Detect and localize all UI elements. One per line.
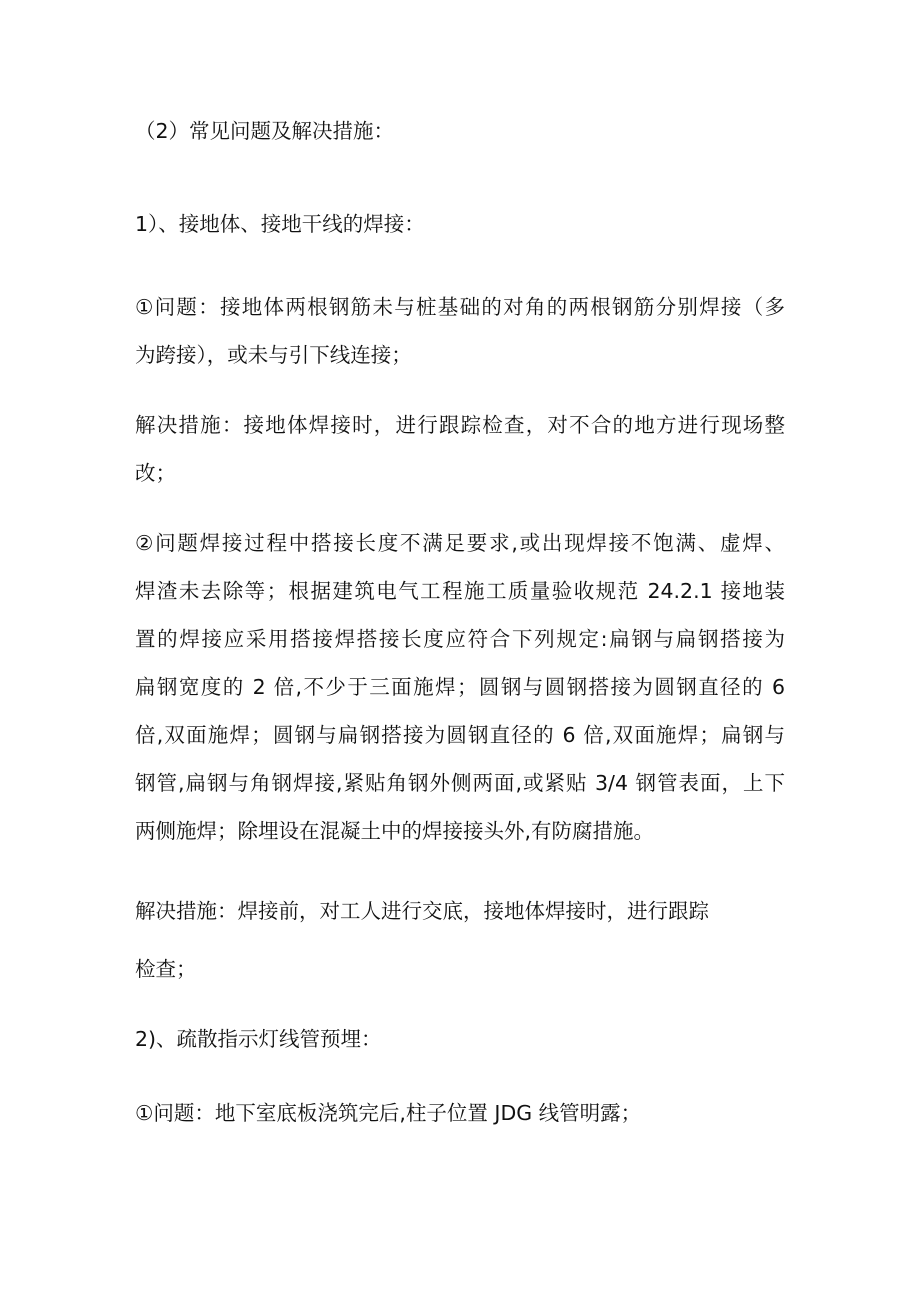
problem-2-line-7: 两侧施焊；除埋设在混凝土中的焊接接头外,有防腐措施。	[135, 819, 655, 843]
problem-2-line-6: 钢管,扁钢与角钢焊接,紧贴角钢外侧两面,或紧贴 3/4 钢管表面，上下	[135, 771, 785, 795]
solution-1-line-2: 改；	[135, 461, 176, 485]
problem-3-line-1: ①问题：地下室底板浇筑完后,柱子位置 JDG 线管明露；	[135, 1101, 642, 1125]
solution-1-line-1: 解决措施：接地体焊接时，进行跟踪检查，对不合的地方进行现场整	[135, 413, 785, 437]
subsection-heading-grounding-welding: 1）、接地体、接地干线的焊接：	[135, 212, 425, 236]
solution-2-line-1: 解决措施：焊接前，对工人进行交底，接地体焊接时，进行跟踪	[135, 899, 709, 923]
problem-2-line-3: 置的焊接应采用搭接焊搭接长度应符合下列规定:扁钢与扁钢搭接为	[135, 627, 785, 651]
problem-2-line-2: 焊渣未去除等；根据建筑电气工程施工质量验收规范 24.2.1 接地装	[135, 579, 785, 603]
problem-2-line-4: 扁钢宽度的 2 倍,不少于三面施焊；圆钢与圆钢搭接为圆钢直径的 6	[135, 675, 785, 699]
problem-2-line-1: ②问题焊接过程中搭接长度不满足要求,或出现焊接不饱满、虚焊、	[135, 531, 785, 555]
solution-2-line-2: 检查；	[135, 957, 197, 981]
subsection-heading-evacuation-conduit: 2)、疏散指示灯线管预埋：	[135, 1027, 382, 1051]
section-heading: （2）常见问题及解决措施：	[135, 119, 395, 143]
problem-2-line-5: 倍,双面施焊；圆钢与扁钢搭接为圆钢直径的 6 倍,双面施焊；扁钢与	[135, 723, 785, 747]
problem-1-line-2: 为跨接），或未与引下线连接；	[135, 343, 412, 367]
problem-1-line-1: ①问题：接地体两根钢筋未与桩基础的对角的两根钢筋分别焊接（多	[135, 295, 785, 319]
